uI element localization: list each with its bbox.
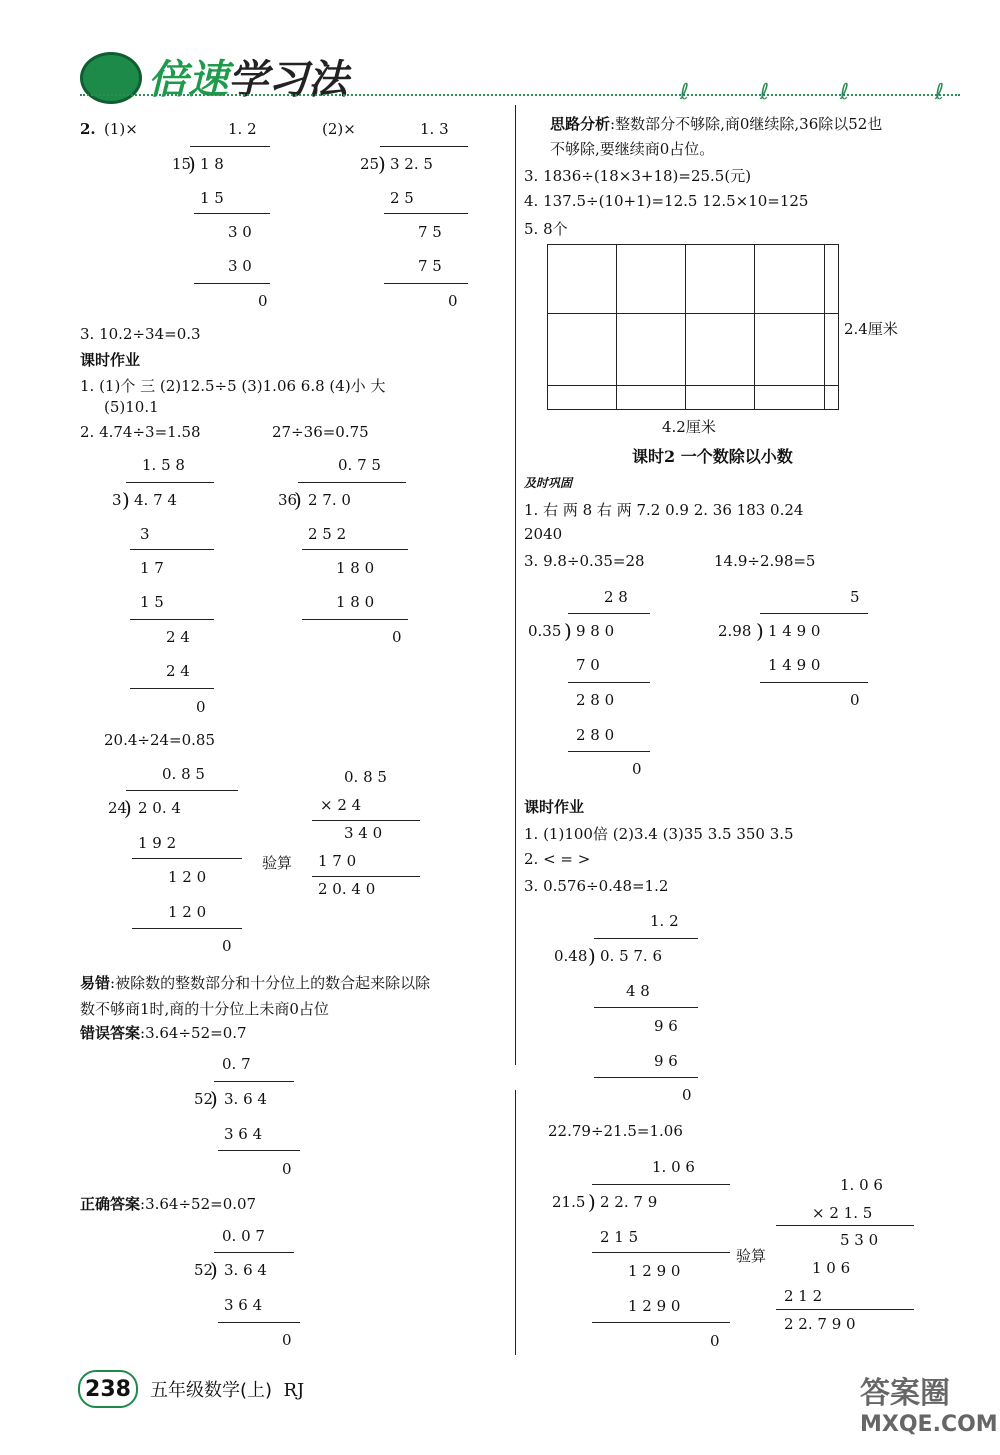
divisor: 2.98 — [718, 622, 752, 640]
divisor: 21.5 — [552, 1193, 586, 1211]
quotient: 1. 0 6 — [652, 1158, 695, 1176]
division-bar — [568, 613, 650, 614]
remainder: 0 — [850, 691, 860, 709]
rule — [594, 1007, 698, 1008]
rule — [130, 549, 214, 550]
step: 3 — [140, 525, 150, 543]
analysis-text-2: 不够除,要继续商0占位。 — [550, 140, 715, 158]
factor: 1. 0 6 — [840, 1176, 883, 1194]
rule — [568, 751, 650, 752]
watermark-logo: 答案圈 — [860, 1376, 950, 1411]
factor: 0. 8 5 — [344, 768, 387, 786]
wrong-answer-label: 错误答案 — [80, 1024, 141, 1042]
step: 4 8 — [626, 982, 650, 1000]
page-number: 238 — [78, 1370, 138, 1408]
division-bracket: ) — [378, 152, 386, 176]
divisor: 52 — [194, 1261, 214, 1279]
rule — [568, 682, 650, 683]
remainder: 0 — [448, 292, 458, 310]
step: 1 9 2 — [138, 834, 177, 852]
division-bar — [760, 613, 868, 614]
divisor: 3 — [112, 491, 122, 509]
remainder: 0 — [392, 628, 402, 646]
book-title: 五年级数学(上) RJ — [150, 1380, 305, 1401]
q2-label: 2. — [80, 120, 96, 138]
column-divider — [515, 105, 516, 1065]
logo-icon — [80, 52, 142, 104]
swirl-icon: ℓ — [680, 80, 690, 105]
quotient: 0. 8 5 — [162, 765, 205, 783]
partial-product: 5 3 0 — [840, 1231, 879, 1249]
dividend: 0. 5 7. 6 — [600, 947, 663, 965]
division-bar — [298, 482, 406, 483]
rule — [302, 619, 408, 620]
division-bracket: ) — [124, 796, 132, 820]
column-divider — [515, 1090, 516, 1355]
remainder: 0 — [196, 698, 206, 716]
remainder: 0 — [222, 937, 232, 955]
brand-title: 倍速学习法 — [148, 57, 348, 103]
division-bracket: ) — [588, 944, 596, 968]
remainder: 0 — [258, 292, 268, 310]
step: 2 8 0 — [576, 691, 615, 709]
check-label: 验算 — [262, 854, 293, 872]
wrong-answer-eq: :3.64÷52=0.7 — [140, 1024, 247, 1042]
grid-line — [548, 385, 838, 386]
division-bar — [380, 146, 468, 147]
rule — [218, 1150, 300, 1151]
swirl-icon: ℓ — [840, 80, 850, 105]
rule — [130, 688, 214, 689]
grid-line — [754, 245, 755, 409]
quotient: 1. 5 8 — [142, 456, 185, 474]
division-bracket: ) — [294, 488, 302, 512]
division-bracket: ) — [122, 488, 130, 512]
step: 1 2 0 — [168, 868, 207, 886]
rule — [302, 549, 408, 550]
rule — [384, 213, 468, 214]
right-answer-eq: :3.64÷52=0.07 — [140, 1195, 257, 1213]
division-bracket: ) — [210, 1087, 218, 1111]
consolidate-heading: 及时巩固 — [524, 476, 573, 490]
step: 7 5 — [418, 223, 442, 241]
step: 9 6 — [654, 1017, 678, 1035]
quotient: 0. 7 — [222, 1055, 251, 1073]
error-text-1: :被除数的整数部分和十分位上的数合起来除以除 — [110, 974, 431, 992]
r-check-label: 验算 — [736, 1247, 767, 1265]
eq-20-4: 20.4÷24=0.85 — [104, 731, 216, 749]
division-bar — [592, 1184, 730, 1185]
rule — [594, 1077, 698, 1078]
division-bar — [126, 790, 238, 791]
homework-heading: 课时作业 — [80, 351, 141, 369]
rule — [384, 283, 468, 284]
product: 2 0. 4 0 — [318, 880, 376, 898]
grid-line — [685, 245, 686, 409]
rectangle-grid-diagram — [547, 244, 839, 410]
step: 1 8 0 — [336, 593, 375, 611]
divisor: 36 — [278, 491, 298, 509]
eq-22-79: 22.79÷21.5=1.06 — [548, 1122, 683, 1140]
rule — [592, 1252, 730, 1253]
quotient: 0. 7 5 — [338, 456, 381, 474]
dividend: 2 2. 7 9 — [600, 1193, 658, 1211]
analysis-label: 思路分析 — [550, 115, 611, 133]
rule — [218, 1322, 300, 1323]
lesson-title: 课时2 一个数除以小数 — [632, 447, 793, 466]
r-hw-q2: 2. < = > — [524, 850, 591, 868]
step: 1 4 9 0 — [768, 656, 821, 674]
dividend: 4. 7 4 — [134, 491, 177, 509]
rule — [132, 928, 242, 929]
partial-product: 3 4 0 — [344, 824, 383, 842]
step: 2 8 0 — [576, 726, 615, 744]
grid-line — [548, 313, 838, 314]
rule — [312, 876, 420, 877]
swirl-icon: ℓ — [760, 80, 770, 105]
step: 2 5 — [390, 189, 414, 207]
step: 3 0 — [228, 257, 252, 275]
division-bar — [126, 482, 214, 483]
rule — [312, 820, 420, 821]
quotient: 2 8 — [604, 588, 628, 606]
dividend: 1 8 — [200, 155, 224, 173]
error-text-2: 数不够商1时,商的十分位上未商0占位 — [80, 1000, 329, 1018]
divisor: 0.48 — [554, 947, 588, 965]
remainder: 0 — [282, 1160, 292, 1178]
dividend: 2 7. 0 — [308, 491, 351, 509]
step: 1 5 — [200, 189, 224, 207]
dividend: 9 8 0 — [576, 622, 615, 640]
step: 3 0 — [228, 223, 252, 241]
r-hw-q1: 1. (1)100倍 (2)3.4 (3)35 3.5 350 3.5 — [524, 825, 794, 843]
factor: × 2 4 — [320, 796, 362, 814]
quotient: 1. 2 — [228, 120, 257, 138]
header-divider — [80, 94, 960, 96]
rule — [132, 858, 242, 859]
division-bar — [214, 1252, 294, 1253]
hw-q2-eq1: 2. 4.74÷3=1.58 — [80, 423, 201, 441]
swirl-icon: ℓ — [935, 80, 945, 105]
analysis-text-1: :整数部分不够除,商0继续除,36除以52也 — [610, 115, 883, 133]
rule — [760, 682, 868, 683]
rule — [194, 213, 270, 214]
c-q3-eq2: 14.9÷2.98=5 — [714, 552, 816, 570]
grid-width-label: 4.2厘米 — [662, 418, 716, 436]
step: 1 7 — [140, 559, 164, 577]
q2-part1: (1)× — [104, 120, 138, 138]
division-bar — [594, 938, 698, 939]
step: 2 1 5 — [600, 1228, 639, 1246]
hw-q2-eq2: 27÷36=0.75 — [272, 423, 369, 441]
division-bracket: ) — [588, 1190, 596, 1214]
divisor: 24 — [108, 799, 128, 817]
step: 1 8 0 — [336, 559, 375, 577]
hw-q1-line1: 1. (1)个 三 (2)12.5÷5 (3)1.06 6.8 (4)小 大 — [80, 377, 386, 395]
step: 3 6 4 — [224, 1296, 263, 1314]
dividend: 3. 6 4 — [224, 1090, 267, 1108]
partial-product: 1 7 0 — [318, 852, 357, 870]
rule — [592, 1322, 730, 1323]
step: 7 0 — [576, 656, 600, 674]
rule — [130, 619, 214, 620]
remainder: 0 — [632, 760, 642, 778]
remainder: 0 — [682, 1086, 692, 1104]
step: 1 2 0 — [168, 903, 207, 921]
step: 2 4 — [166, 628, 190, 646]
watermark-url: MXQE.COM — [860, 1412, 998, 1437]
r-hw-q3: 3. 0.576÷0.48=1.2 — [524, 877, 669, 895]
q3: 3. 10.2÷34=0.3 — [80, 325, 201, 343]
dividend: 1 4 9 0 — [768, 622, 821, 640]
step: 7 5 — [418, 257, 442, 275]
right-answer-label: 正确答案 — [80, 1195, 141, 1213]
q2-part2: (2)× — [322, 120, 356, 138]
step: 1 2 9 0 — [628, 1262, 681, 1280]
r-q4: 4. 137.5÷(10+1)=12.5 12.5×10=125 — [524, 192, 809, 210]
step: 9 6 — [654, 1052, 678, 1070]
c-q3-eq1: 3. 9.8÷0.35=28 — [524, 552, 645, 570]
grid-line — [616, 245, 617, 409]
step: 1 2 9 0 — [628, 1297, 681, 1315]
r-q3: 3. 1836÷(18×3+18)=25.5(元) — [524, 167, 752, 185]
dividend: 2 0. 4 — [138, 799, 181, 817]
grid-line — [824, 245, 825, 409]
divisor: 25 — [360, 155, 380, 173]
division-bracket: ) — [210, 1258, 218, 1282]
remainder: 0 — [710, 1332, 720, 1350]
dividend: 3 2. 5 — [390, 155, 433, 173]
r-homework-heading: 课时作业 — [524, 798, 585, 816]
quotient: 1. 2 — [650, 912, 679, 930]
divisor: 52 — [194, 1090, 214, 1108]
division-bar — [190, 146, 270, 147]
dividend: 3. 6 4 — [224, 1261, 267, 1279]
error-label: 易错 — [80, 974, 111, 992]
step: 2 4 — [166, 662, 190, 680]
quotient: 5 — [850, 588, 860, 606]
rule — [776, 1309, 914, 1310]
product: 2 2. 7 9 0 — [784, 1315, 856, 1333]
quotient: 1. 3 — [420, 120, 449, 138]
partial-product: 1 0 6 — [812, 1259, 851, 1277]
quotient: 0. 0 7 — [222, 1227, 265, 1245]
step: 3 6 4 — [224, 1125, 263, 1143]
division-bracket: ) — [564, 619, 572, 643]
division-bar — [214, 1081, 294, 1082]
remainder: 0 — [282, 1331, 292, 1349]
divisor: 15 — [172, 155, 192, 173]
division-bracket: ) — [756, 619, 764, 643]
grid-height-label: 2.4厘米 — [844, 320, 898, 338]
hw-q1-line2: (5)10.1 — [104, 398, 159, 416]
rule — [194, 283, 270, 284]
division-bracket: ) — [188, 152, 196, 176]
rule — [776, 1225, 914, 1226]
r-q5: 5. 8个 — [524, 220, 568, 238]
c-q1-line1: 1. 右 两 8 右 两 7.2 0.9 2. 36 183 0.24 — [524, 501, 804, 519]
step: 1 5 — [140, 593, 164, 611]
divisor: 0.35 — [528, 622, 562, 640]
partial-product: 2 1 2 — [784, 1287, 823, 1305]
factor: × 2 1. 5 — [812, 1204, 873, 1222]
c-q1-line2: 2040 — [524, 525, 563, 543]
step: 2 5 2 — [308, 525, 347, 543]
